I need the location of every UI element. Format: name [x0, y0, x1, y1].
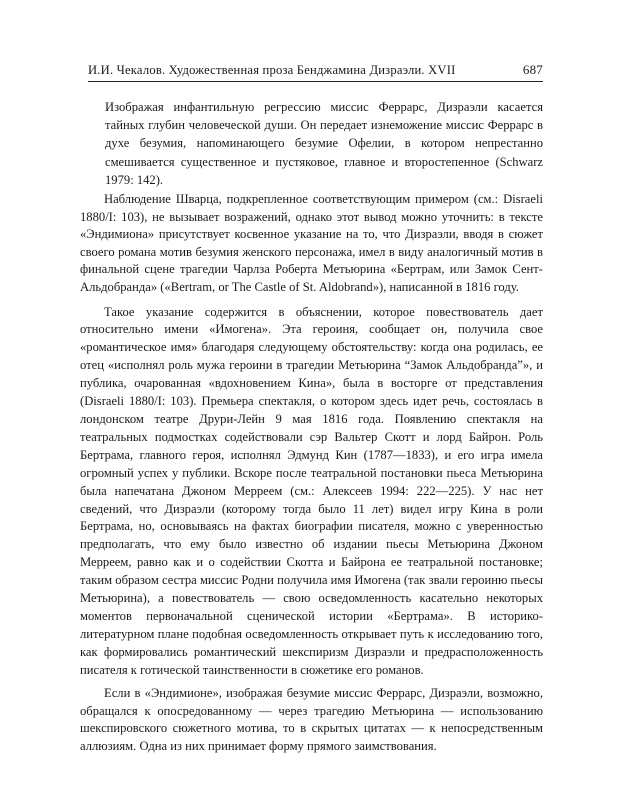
- page-number: 687: [522, 62, 543, 77]
- paragraph: Такое указание содержится в объяснении, которое повествователь дает относительно имени «Имогена». Эта героиня, сообщает он, получила свое «романтическое имя» благодаря следующему обстоятельству: когда она родилась, ее отец «исполнял роль мужа героини в трагедии Метьюрина “Замок Альдобранда”», и публика, очарованная «вдохновением Кина», была в восторге от представления (Disraeli 1880/I: 103). Премьера спектакля, о котором здесь идет речь, состоялась в лондонском театре Друри-Лейн 9 мая 1816 года. Появлению спектакля на театральных подмостках содействовали сэр Вальтер Скотт и лорд Байрон. Роль Бертрама, главного героя, исполнял Эдмунд Кин (1787—1833), и его игра имела огромный успех у публики. Вскоре после театральной постановки пьеса Метьюрина была напечатана Джоном Мерреем (см.: Алексеев 1994: 222—225). У нас нет сведений, что Дизраэли (которому тогда было 11 лет) видел игру Кина в роли Бертрама, но, основываясь на фактах биографии писателя, можно с уверенностью предполагать, что ему было известно об издании пьесы Метьюрина Джоном Мерреем, равно как и о содействии Скотта и Байрона ее театральной постановке; таким образом сестра миссис Родни получила имя Имогена (так звали героиню пьесы Метьюрина), а повествователь — свою осведомленность касательно некоторых моментов первоначальной сценической истории «Бертрама». В историко-литературном плане подобная осведомленность открывает путь к исследованию того, как формировались романтический шекспиризм Дизраэли и предрасположенность писателя к готической таинственности в сюжетике его романов.: [80, 304, 543, 677]
- running-header: [88, 62, 543, 82]
- body-text: [80, 191, 543, 763]
- running-title: И.И. Чекалов. Художественная проза Бенджамина Дизраэли. XVII: [88, 63, 456, 77]
- paragraph: Если в «Эндимионе», изображая безумие миссис Феррарс, Дизраэли, возможно, обращался к опосредованному — через трагедию Метьюрина — использованию шекспировского сюжетного мотива, то в скрытых цитатах — к непосредственным аллюзиям. Одна из них принимает форму прямого заимствования.: [80, 685, 543, 754]
- block-quote-text: Изображая инфантильную регрессию миссис Феррарс, Дизраэли касается тайных глубин человеческой души. Он передает изнеможение миссис Феррарс в духе безумия, напоминающего безумие Офелии, в котором непрестанно смешивается существенное и пустяковое, главное и второстепенное (Schwarz 1979: 142).: [105, 100, 543, 187]
- paragraph: Наблюдение Шварца, подкрепленное соответствующим примером (см.: Disraeli 1880/I: 103), не вызывает возражений, однако этот вывод можно уточнить: в тексте «Эндимиона» присутствует косвенное указание на то, что Дизраэли, вводя в сюжет своего романа мотив безумия женского персонажа, имел в виду аналогичный мотив в финальной сцене трагедии Чарлза Роберта Метьюрина «Бертрам, или Замок Сент-Альдобранда» («Bertram, or The Castle of St. Aldobrand»), написанной в 1816 году.: [80, 192, 543, 294]
- block-quote: [105, 98, 543, 189]
